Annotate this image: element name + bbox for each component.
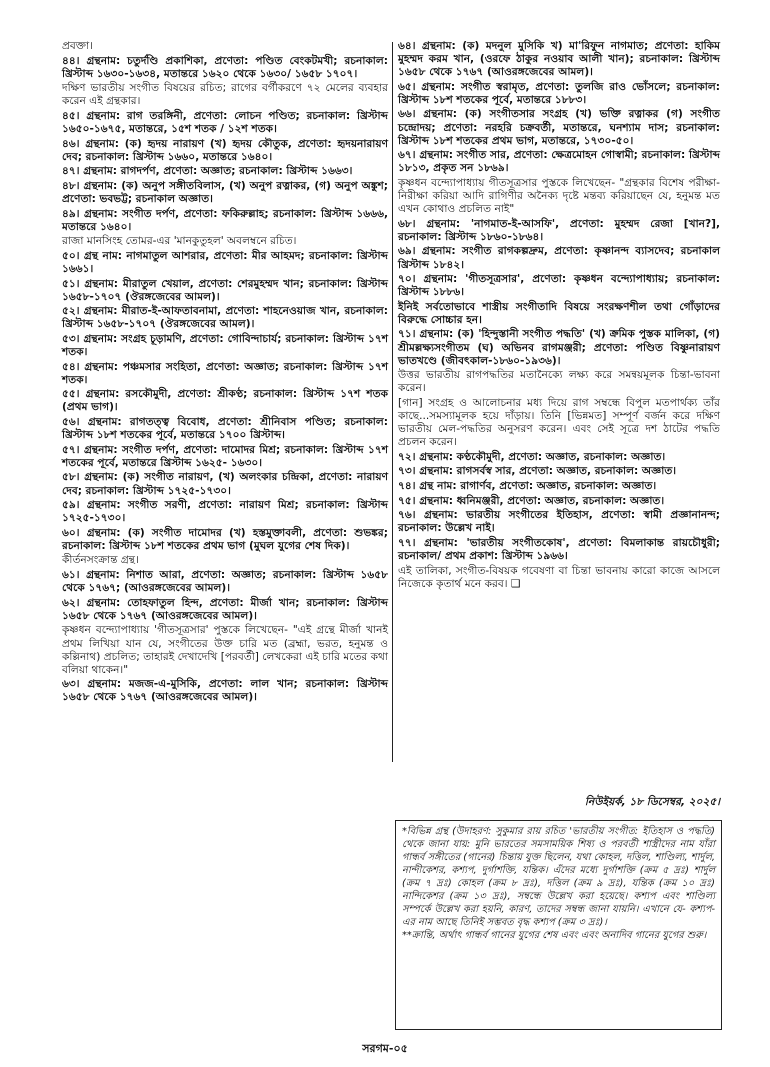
entry-paragraph	[62, 165, 388, 178]
entry-paragraph	[62, 235, 388, 248]
entry-note: প্রবক্তা।	[62, 40, 93, 52]
entry-paragraph	[62, 55, 388, 81]
entry-paragraph	[62, 82, 388, 108]
entry-paragraph	[398, 480, 720, 493]
entry-note: রাজা মানসিংহ তোমর-এর 'মানকুতুহল' অবলম্বনে রচিত।	[62, 235, 297, 248]
entry-heading: ৬৯। গ্রন্থনাম: সংগীত রাগকল্পদ্রুম, প্রণেতা: কৃষ্ণানন্দ ব্যাসদেব; রচনাকাল খ্রিস্টাব্দ ১৮৪২।	[398, 245, 720, 271]
entry-heading: ৭৫। গ্রন্থনাম: ধ্বনিমঞ্জরী, প্রণেতা: অজ্ঞাত, রচনাকাল: অজ্ঞাত।	[398, 494, 665, 507]
entry-heading: ৬২। গ্রন্থনাম: তোহফাতুল হিন্দ, প্রণেতা: মীর্জা খান; রচনাকাল: খ্রিস্টাব্দ ১৬৫৮ থেকে ১৭৬৭ (আওরঙ্গজেবের আমল)।	[62, 596, 388, 622]
entry-paragraph	[62, 250, 388, 276]
entry-paragraph	[398, 465, 720, 478]
entry-paragraph	[62, 678, 388, 704]
entry-heading: ৫২। গ্রন্থনাম: মীরাত-ই-আফতাবনামা, প্রণেতা: শাহনেওয়াজ খান, রচনাকাল: খ্রিস্টাব্দ ১৬৫৮-১৭০৭ (ঔরঙ্গজেবের আমল)।	[62, 305, 388, 331]
entry-paragraph	[62, 554, 388, 567]
footnote-2: **ক্রান্তি, অর্থাৎ গান্ধর্ব গানের যুগের শেষ এবং এবং অনাদিব গানের যুগের শুরু।	[402, 930, 707, 941]
entry-heading: ৪৬। গ্রন্থনাম: (ক) হৃদয় নারায়ণ (খ) হৃদয় কৌতুক, প্রণেতা: হৃদয়নারায়ণ দেব; রচনাকাল: খ্রিস্টাব্দ ১৬৬০, মতান্তরে ১৬৪০।	[62, 137, 388, 163]
entry-paragraph	[62, 527, 388, 553]
entry-paragraph	[398, 565, 720, 591]
entry-paragraph	[398, 451, 720, 464]
entry-note: দক্ষিণ ভারতীয় সংগীত বিষয়ের রচিত; রাগের বর্গীকরণে ৭২ মেলের ব্যবহার করেন এই গ্রন্থকার।	[62, 82, 388, 108]
entry-paragraph	[62, 278, 388, 304]
entry-paragraph	[398, 177, 720, 216]
entry-paragraph	[62, 569, 388, 595]
entry-paragraph	[398, 40, 720, 79]
entry-paragraph	[62, 110, 388, 136]
entry-heading: ৭৪। গ্রন্থ নাম: রাগার্ণব, প্রণেতা: অজ্ঞাত, রচনাকাল: অজ্ঞাত।	[398, 480, 657, 492]
entry-note: কৃষ্ণধন বন্দ্যোপাধ্যায় গীতসূত্রসার পুস্তকে লিখেছেন- "গ্রন্থকার বিশেষ পরীক্ষা-নিরীক্ষা করিয়া আদি রাগিণীর অনৈক্য দৃষ্টে মন্তব্য করিয়াছেন যে, হনুমন্ত মত এখন কোথাও প্রচলিত নাই"	[398, 176, 720, 216]
entry-heading: ৫০। গ্রন্থ নাম: নাগমাতুল আশরার, প্রণেতা: মীর আহমদ; রচনাকাল: খ্রিস্টাব্দ ১৬৬১।	[62, 249, 388, 275]
entry-paragraph	[398, 495, 720, 508]
entry-note: কীর্তনসংক্রান্ত গ্রন্থ।	[62, 554, 139, 567]
entry-paragraph	[62, 333, 388, 359]
entry-paragraph	[398, 245, 720, 271]
entry-paragraph	[398, 81, 720, 107]
entry-paragraph	[398, 149, 720, 175]
entry-heading: ৬৪। গ্রন্থনাম: (ক) মদনুল মুসিকি খ) মা'রিফুন নাগমাত; প্রণেতা: হাকিম মুহম্মদ করম খান, (ওরফে ঠাকুর নওয়াব আলী খান); রচনাকাল: খ্রিস্টাব্দ ১৬৫৮ থেকে ১৭৬৭ (আওরঙ্গজেবের আমল)।	[398, 40, 720, 79]
entry-heading: ৭২। গ্রন্থনাম: কণ্ঠকৌমুদী, প্রণেতা: অজ্ঞাত, রচনাকাল: অজ্ঞাত।	[398, 450, 666, 463]
entry-paragraph	[398, 509, 720, 535]
entry-heading: ৫৫। গ্রন্থনাম: রসকৌমুদী, প্রণেতা: শ্রীকণ্ঠ; রচনাকাল: খ্রিস্টাব্দ ১৭শ শতক (প্রথম ভাগ)।	[62, 388, 388, 414]
entry-heading: ৫৮। গ্রন্থনাম: (ক) সংগীত নারায়ণ, (খ) অলংকার চন্দ্রিকা, প্রণেতা: নারায়ণ দেব; রচনাকাল: খ্রিস্টাব্দ ১৭২৫-১৭৩০।	[62, 471, 388, 497]
entry-paragraph	[62, 388, 388, 414]
entry-heading: ৬৬। গ্রন্থনাম: (ক) সংগীতসার সংগ্রহ (খ) ভক্তি রত্নাকর (গ) সংগীত চন্দ্রোদয়; প্রণেতা: নরহরি চক্রবর্তী, মতান্তরে, ঘনশ্যাম দাস; রচনাকাল: খ্রিস্টাব্দ ১৮শ শতকের প্রথম ভাগ, মতান্তরে, ১৭৩০-৫০।	[398, 108, 720, 147]
right-column	[398, 40, 720, 592]
signature-line: নিউইয়র্ক, ১৮ ডিসেম্বর, ২০২৫।	[584, 796, 720, 808]
entry-heading: ৬৩। গ্রন্থনাম: মজজ-এ-মুসিকি, প্রণেতা: লাল খান; রচনাকাল: খ্রিস্টাব্দ ১৬৫৮ থেকে ১৭৬৭ (আওরঙ্গজেবের আমল)।	[62, 678, 388, 704]
entry-note: এই তালিকা, সংগীত-বিষয়ক গবেষণা বা চিন্তা ভাবনায় কারো কাজে আসলে নিজেকে কৃতার্থ মনে করব। ❑	[398, 564, 720, 590]
entry-heading: ৭১। গ্রন্থনাম: (ক) 'হিন্দুস্তানী সংগীত পদ্ধতি' (খ) ক্রমিক পুস্তক মালিকা, (গ) শ্রীমল্লক্ষ্যসংগীতম (ঘ) অভিনব রাগমঞ্জরী; প্রণেতা: পণ্ডিত বিষ্ণুনারায়ণ ভাতখণ্ডে (জীবৎকাল-১৮৬০-১৯৩৬)।	[398, 328, 720, 367]
entry-paragraph	[62, 138, 388, 164]
entry-heading: ৪৮। গ্রন্থনাম: (ক) অনুপ সঙ্গীতবিলাস, (খ) অনুপ রত্নাকর, (গ) অনুপ অঙ্কুশ; প্রণেতা: ভবভট্ট; রচনাকাল অজ্ঞাত।	[62, 179, 388, 206]
footnote-1: *বিভিন্ন গ্রন্থ (উদাহরণ: সুকুমার রায় রচিত 'ভারতীয় সংগীত: ইতিহাস ও পদ্ধতি) থেকে জানা যায়: মুনি ভারতের সমসাময়িক শিষ্য ও পরবর্তী শাস্ত্রীদের নাম যাঁরা গান্ধর্ব সঙ্গীতের (গানের) চিন্তায় যুক্ত ছিলেন, যথা কোহল, দত্তিল, শাণ্ডিল্য, শার্দুল, নান্দীকেশর, কশ্যপ, দুর্গাশক্তি, যন্তিক। এঁদের মধ্যে দুর্গাশক্তি (ক্রম ৫ দ্রঃ) শার্দুল (ক্রম ৭ দ্রঃ) কোহল (ক্রম ৮ দ্রঃ), দত্তিল (ক্রম ৯ দ্রঃ), যন্তিক (ক্রম ১০ দ্রঃ) নান্দিকেশর (ক্রম ১৩ দ্রঃ), সম্বন্ধে উল্লেখ করা হয়েছে। কশ্যপ এবং শাণ্ডিল্য সম্পর্কে উল্লেখ করা হয়নি, কারণ, তাদের সম্বন্ধ জানা যায়নি। এখানে যে- কশ্যপ-এর নাম আছে তিনিই সম্ভবত বৃদ্ধ কশ্যপ (ক্রম ৩ দ্রঃ)।	[402, 826, 715, 928]
entry-heading: ৫৪। গ্রন্থনাম: পঞ্চমসার সংহিতা, প্রণেতা: অজ্ঞাত; রচনাকাল: খ্রিস্টাব্দ ১৭শ শতক।	[62, 360, 388, 386]
entry-heading: ৪৫। গ্রন্থনাম: রাগ তরঙ্গিনী, প্রণেতা: লোচন পণ্ডিত; রচনাকাল: খ্রিস্টাব্দ ১৬৫০-১৬৭৫, মতান্তরে, ১৫শ শতক / ১২শ শতক।	[62, 109, 388, 136]
column-divider	[392, 42, 393, 762]
entry-paragraph	[398, 218, 720, 244]
entry-heading: ৭৭। গ্রন্থনাম: 'ভারতীয় সংগীতকোষ', প্রণেতা: বিমলাকান্ত রায়চৌধুরী; রচনাকাল/ প্রথম প্রকাশ: খ্রিস্টাব্দ ১৯৬৬।	[398, 536, 720, 562]
entry-heading: ৫৬। গ্রন্থনাম: রাগতত্ত্ব বিবোধ, প্রণেতা: শ্রীনিবাস পণ্ডিত; রচনাকাল: খ্রিস্টাব্দ ১৮শ শতকের পূর্বে, মতান্তরে ১৭০০ খ্রিস্টাব্দ।	[62, 416, 388, 442]
entry-note: কৃষ্ণধন বন্দ্যোপাধ্যায় 'গীতসূত্রসার' পুস্তকে লিখেছেন- "এই গ্রন্থে মীর্জা খানই প্রথম লিখিয়া যান যে, সংগীতের উক্ত চারি মত (ব্রহ্মা, ভরত, হনুমন্ত ও কল্লিনাথ) প্রচলিত; তাহারই দেখাদেখি [পরবর্তী] লেখকেরা এই চারি মতের কথা বলিয়া থাকেন।"	[62, 624, 388, 676]
entry-heading: ৫১। গ্রন্থনাম: মীরাতুল খেয়াল, প্রণেতা: শেরমুহম্মদ খান; রচনাকাল: খ্রিস্টাব্দ ১৬৫৮-১৭০৭ (ঔরঙ্গজেবের আমল)।	[62, 277, 388, 303]
entry-heading: ৫৩। গ্রন্থনাম: সংগ্রহ চূড়ামণি, প্রণেতা: গোবিন্দাচার্য; রচনাকাল: খ্রিস্টাব্দ ১৭শ শতক।	[62, 332, 388, 359]
page-number: সরগম-০৫	[362, 1042, 408, 1055]
entry-paragraph	[62, 597, 388, 623]
entry-heading: ৬৫। গ্রন্থনাম: সংগীত স্বরামৃত, প্রণেতা: তুলজি রাও ভোঁসলে; রচনাকাল: খ্রিস্টাব্দ ১৮শ শতকের পূর্বে, মতান্তরে ১৮৮৩।	[398, 80, 720, 106]
entry-paragraph	[62, 361, 388, 387]
entry-paragraph	[62, 471, 388, 497]
entry-heading: ৬৮। গ্রন্থনাম: 'নাগমাত-ই-আসফি', প্রণেতা: মুহম্মদ রেজা [খান?], রচনাকাল: খ্রিস্টাব্দ ১৮৬০-১৮৬৪।	[398, 217, 720, 243]
footnote-box	[395, 820, 722, 1030]
entry-heading: ৫৯। গ্রন্থনাম: সংগীত সরণী, প্রণেতা: নারায়ণ মিশ্র; রচনাকাল: খ্রিস্টাব্দ ১৭২৫-১৭৩০।	[62, 499, 388, 525]
entry-paragraph	[398, 108, 720, 147]
entry-heading: ৬০। গ্রন্থনাম: (ক) সংগীত দামোদর (খ) হস্তমুক্তাবলী, প্রণেতা: শুভঙ্কর; রচনাকাল: খ্রিস্টাব্দ ১৮শ শতকের প্রথম ভাগ (মুঘল যুগের শেষ দিক)।	[62, 526, 388, 552]
entry-paragraph	[398, 537, 720, 563]
entry-heading: ৭৩। গ্রন্থনাম: রাগসর্বস্ব সার, প্রণেতা: অজ্ঞাত, রচনাকাল: অজ্ঞাত।	[398, 465, 677, 478]
entry-paragraph	[62, 40, 388, 53]
entry-paragraph	[398, 301, 720, 327]
entry-paragraph	[62, 305, 388, 331]
entry-paragraph	[62, 499, 388, 525]
entry-heading: ৬১। গ্রন্থনাম: নিশাত আরা, প্রণেতা: অজ্ঞাত; রচনাকাল: খ্রিস্টাব্দ ১৬৫৮ থেকে ১৭৬৭; (আওরঙ্গজেবের আমল)।	[62, 569, 388, 595]
entry-paragraph	[398, 273, 720, 299]
entry-paragraph	[62, 624, 388, 676]
entry-paragraph	[398, 328, 720, 367]
entry-paragraph	[62, 444, 388, 470]
entry-paragraph	[62, 208, 388, 234]
entry-heading: ৭৬। গ্রন্থনাম: ভারতীয় সংগীতের ইতিহাস, প্রণেতা: স্বামী প্রজ্ঞানানন্দ; রচনাকাল: উল্লেখ নাই।	[398, 509, 720, 535]
entry-heading: ৪৪। গ্রন্থনাম: চতুর্দণ্ডি প্রকাশিকা, প্রণেতা: পণ্ডিত বেংকটমখী; রচনাকাল: খ্রিস্টাব্দ ১৬৩০-১৬৩৪, মতান্তরে ১৬২০ থেকে ১৬৩০/ ১৬৫৮ ১৭০৭।	[62, 54, 388, 80]
entry-note: উত্তর ভারতীয় রাগপদ্ধতির মতানৈক্যে লক্ষ্য করে সমন্বয়মূলক চিন্তা-ভাবনা করেন।	[398, 369, 720, 395]
left-column	[62, 40, 388, 706]
entry-heading: ৪৭। গ্রন্থনাম: রাগদর্পণ, প্রণেতা: অজ্ঞাত; রচনাকাল: খ্রিস্টাব্দ ১৬৬৩।	[62, 165, 353, 178]
entry-paragraph	[62, 416, 388, 442]
entry-paragraph	[398, 369, 720, 395]
entry-paragraph	[62, 180, 388, 206]
entry-note: [গান] সংগ্রহ ও আলোচনার মধ্য দিয়ে রাগ সম্বন্ধে বিপুল মতপার্থক্য তাঁর কাছে...সমস্যামূলক হয়ে দাঁড়ায়। তিনি [ভিন্নমত] সম্পূর্ণ বর্জন করে দক্ষিণ ভারতীয় মেল-পদ্ধতির অনুসরণ করেন। এবং সেই সূত্রে দশ ঠাটের পদ্ধতি প্রচলন করেন।	[398, 396, 720, 449]
entry-heading: ৭০। গ্রন্থনাম: 'গীতসূত্রসার', প্রণেতা: কৃষ্ণধন বন্দ্যোপাধ্যায়; রচনাকাল: খ্রিস্টাব্দ ১৮৮৬।	[398, 273, 720, 299]
entry-heading: ইনিই সর্বতোভাবে শাস্ত্রীয় সংগীতাদি বিষয়ে সংরক্ষণশীল তথা গোঁড়াদের বিরুদ্ধে সোচ্চার হন।	[398, 300, 720, 326]
entry-heading: ৬৭। গ্রন্থনাম: সংগীত সার, প্রণেতা: ক্ষেত্রমোহন গোস্বামী; রচনাকাল: খ্রিস্টাব্দ ১৮১৩, প্রকৃত সন ১৮৬৯।	[398, 149, 720, 175]
entry-heading: ৫৭। গ্রন্থনাম: সংগীত দর্পণ, প্রণেতা: দামোদর মিশ্র; রচনাকাল: খ্রিস্টাব্দ ১৭শ শতকের পূর্বে, মতান্তরে খ্রিস্টাব্দ ১৬২৫- ১৬৩০।	[62, 443, 388, 469]
entry-heading: ৪৯। গ্রন্থনাম: সংগীত দর্পণ, প্রণেতা: ফকিরুল্লাহ; রচনাকাল: খ্রিস্টাব্দ ১৬৬৬, মতান্তরে ১৬৪০।	[62, 207, 388, 233]
entry-paragraph	[398, 397, 720, 449]
